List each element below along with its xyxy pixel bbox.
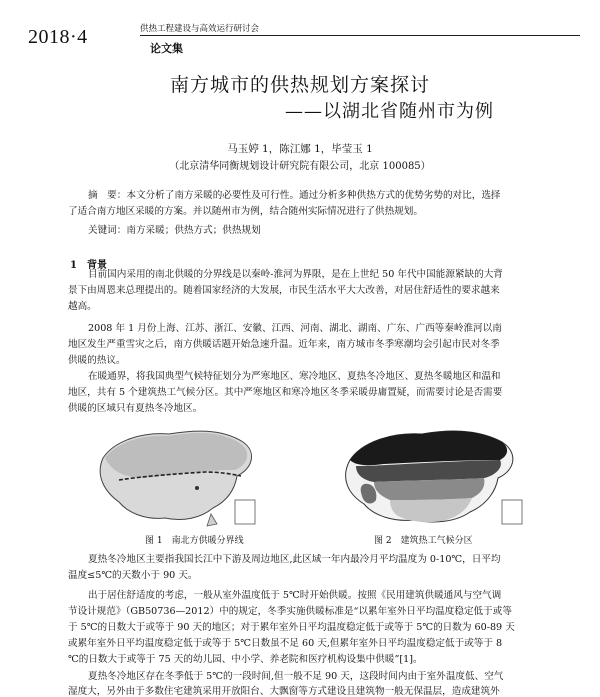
body-line: 湿度大，另外由于多数住宅建筑采用开放阳台、大飘窗等方式建设且建筑物一般无保温层，造成建筑外 xyxy=(68,686,500,697)
body-line: 夏热冬冷地区存在冬季低于 5℃的一段时间,但一般不足 90 天，这段时间内由于室外温度低、空气 xyxy=(88,671,504,682)
body-line: 2008 年 1 月份上海、江苏、浙江、安徽、江西、河南、湖北、湖南、广东、广西等秦岭淮河以南 xyxy=(88,323,502,334)
keywords: 关键词：南方采暖；供热方式；供热规划 xyxy=(88,225,261,236)
body-line: 越高。 xyxy=(68,301,97,312)
abstract-line: 摘 要：本文分析了南方采暖的必要性及可行性。通过分析多种供热方式的优势劣势的对比，选择 xyxy=(88,190,501,201)
body-line: 节设计规范》（GB50736—2012）中的规定，冬季实施供暖标准是“以累年室外日平均温度稳定低于或等 xyxy=(68,606,512,617)
header-rule xyxy=(140,35,580,36)
section-label: 论文集 xyxy=(150,42,183,55)
abstract-line: 了适合南方地区采暖的方案。并以随州市为例，结合随州实际情况进行了供热规划。 xyxy=(68,206,423,217)
hainan-island xyxy=(207,514,217,526)
body-line: ℃的日数大于或等于 75 天的幼儿园、中小学、养老院和医疗机构设集中供暖”[1]。 xyxy=(68,654,423,665)
paper-subtitle: ——以湖北省随州市为例 xyxy=(285,101,494,122)
body-line: 地区，共有 5 个建筑热工气候分区。其中严寒地区和寒冷地区冬季采暖毋庸置疑，而需要讨论是否需要 xyxy=(68,387,503,398)
body-line: 地区发生严重雪灾之后，南方供暖话题开始急速升温。近年来，南方城市冬季寒潮均会引起市民对冬季 xyxy=(68,339,500,350)
south-sea-inset xyxy=(502,500,522,524)
city-marker xyxy=(195,486,199,490)
body-line: 或累年室外日平均温度稳定低于或等于 5℃日数虽不足 60 天,但累年室外日平均温度稳定低于或等于 8 xyxy=(68,638,503,649)
paper-title: 南方城市的供热规划方案探讨 xyxy=(169,74,430,96)
affiliation: （北京清华同衡规划设计研究院有限公司，北京 100085） xyxy=(169,161,431,172)
series-title: 供热工程建设与高效运行研讨会 xyxy=(140,24,260,34)
figure2-caption: 图 2 建筑热工气候分区 xyxy=(374,536,473,546)
body-line: 景下由周恩来总理提出的。随着国家经济的大发展，市民生活水平大大改善，对居住舒适性的要求越来 xyxy=(68,285,500,296)
body-line: 供暖的热议。 xyxy=(68,355,126,366)
body-line: 夏热冬冷地区主要指我国长江中下游及周边地区,此区域一年内最冷月平均温度为 0-10℃，日平均 xyxy=(88,554,501,565)
body-line: 在暖通界，将我国典型气候特征划分为严寒地区、寒冷地区、夏热冬冷地区、夏热冬暖地区和温和 xyxy=(88,371,501,382)
figure2-map xyxy=(334,420,530,528)
figure1-map xyxy=(85,418,265,530)
section-heading: 1 背景 xyxy=(70,260,107,271)
issue-number: 2018·4 xyxy=(28,26,88,48)
body-line: 出于居住舒适度的考虑，一般从室外温度低于 5℃时开始供暖。按照《民用建筑供暖通风与空气调 xyxy=(88,590,502,601)
south-sea-inset xyxy=(235,500,255,524)
body-line: 目前国内采用的南北供暖的分界线是以秦岭-淮河为界限，是在上世纪 50 年代中国能源紧缺的大背 xyxy=(88,269,503,280)
author-list: 马玉婷 1，陈江娜 1，毕莹玉 1 xyxy=(227,143,373,155)
figure1-caption: 图 1 南北方供暖分界线 xyxy=(145,536,244,546)
body-line: 于 5℃的日数大于或等于 90 天的地区；对于累年室外日平均温度稳定低于或等于 5℃的日数为 60-89 天 xyxy=(68,622,515,633)
severe-cold-zone xyxy=(350,431,507,465)
body-line: 供暖的区域只有夏热冬冷地区。 xyxy=(68,403,203,414)
body-line: 温度≤5℃的天数小于 90 天。 xyxy=(68,570,198,581)
hot-summer-cold-winter-zone xyxy=(374,478,484,500)
